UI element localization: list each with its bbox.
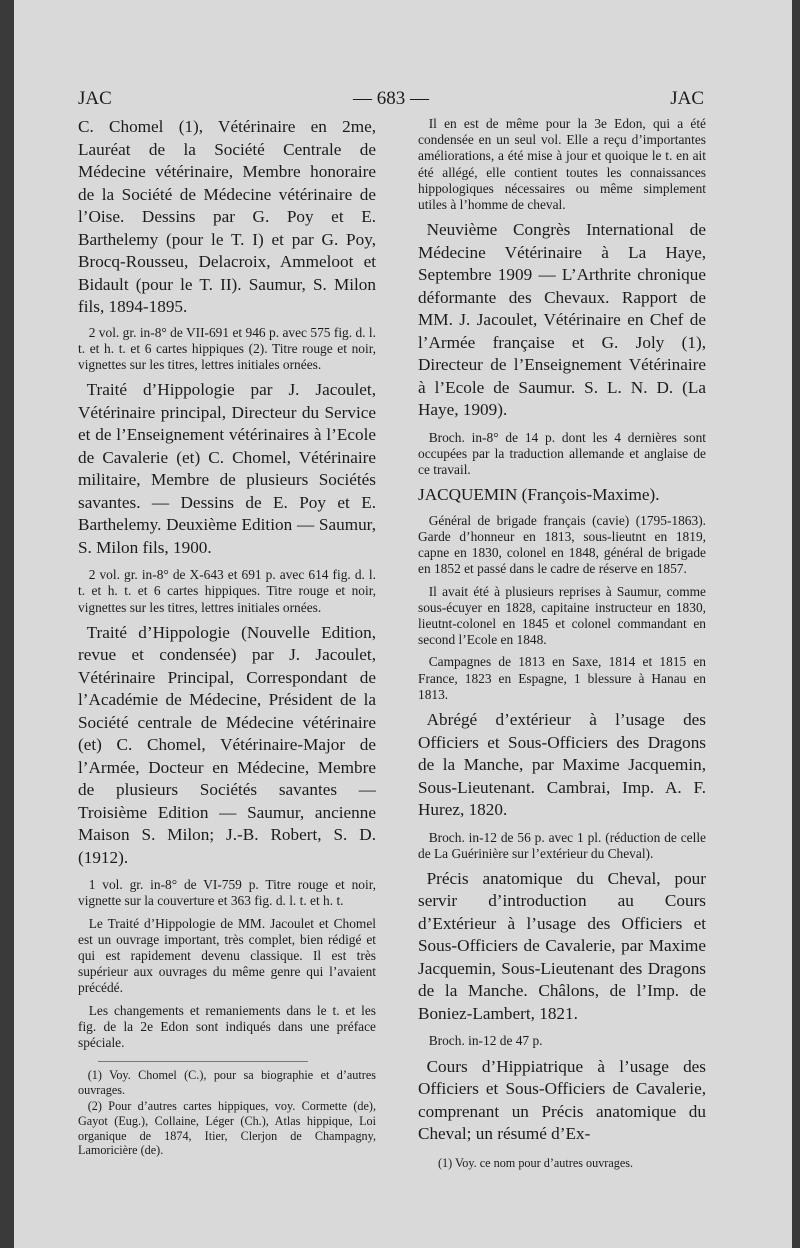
footnote-1: (1) Voy. Chomel (C.), pour sa biographie et d’autres ouvrages.	[78, 1068, 376, 1097]
opening-note: 2 vol. gr. in-8° de VII-691 et 946 p. avec 575 fig. d. l. t. et h. t. et 6 cartes hippiques (2). Titre rouge et noir, vignettes sur les titres, lettres initiales ornées.	[78, 324, 376, 372]
bio-paragraph-2: Il avait été à plusieurs reprises à Saumur, comme sous-écuyer en 1828, capitaine instructeur en 1830, lieutnt-colonel en 1845 et colonel commandant en second l’Ecole en 1848.	[418, 583, 706, 648]
top-note: Il en est de même pour la 3e Edon, qui a été condensée en un seul vol. Elle a reçu d’importantes améliorations, a été mise à jour et quoique le t. en ait été allégé, elle contient toutes les connaissances hippologiques nécessaires ou même simplement utiles à l’homme de cheval.	[418, 116, 706, 213]
left-column	[78, 116, 376, 1160]
entry-congres-note: Broch. in-8° de 14 p. dont les 4 dernières sont occupées par la traduction allemande et anglaise de ce travail.	[418, 429, 706, 478]
opening-entry: C. Chomel (1), Vétérinaire en 2me, Lauréat de la Société Centrale de Médecine vétérinaire, Membre honoraire de la Société de Médecine vétérinaire de l’Oise. Dessins par G. Poy et E. Barthelemy (pour le T. I) et par G. Poy, Brocq-Rousseu, Delacroix, Ammeloot et Bidault (pour le T. II). Saumur, S. Milon fils, 1894-1895.	[78, 117, 376, 316]
entry-congres: Neuvième Congrès International de Médecine Vétérinaire à La Haye, Septembre 1909 — L’Arthrite chronique déformante des Chevaux. Rapport de MM. J. Jacoulet, Vétérinaire en Chef de l’Armée française et G. Joly (1), Directeur de l’Enseignement Vétérinaire à l’Ecole de Saumur. S. L. N. D. (La Haye, 1909).	[418, 220, 706, 420]
entry-traite-3e-note-2: Le Traité d’Hippologie de MM. Jacoulet et Chomel est un ouvrage important, très complet, bien rédigé et qui est rapidement devenu classique. Il est très supérieur aux ouvrages du même genre qui l’avaient précédé.	[78, 915, 376, 996]
entry-precis: Précis anatomique du Cheval, pour servir d’introduction au Cours d’Extérieur à l’usage des Officiers et Sous-Officiers de Cavalerie, par Maxime Jacquemin, Sous-Lieutenant des Dragons de la Manche. Châlons, de l’Imp. de Boniez-Lambert, 1821.	[418, 868, 706, 1023]
entry-abrege: Abrégé d’extérieur à l’usage des Officiers et Sous-Officiers des Dragons de la Manche, par Maxime Jacquemin, Sous-Lieutenant. Cambrai, Imp. A. F. Hurez, 1820.	[418, 710, 706, 820]
entry-traite-2e: Traité d’Hippologie par J. Jacoulet, Vétérinaire principal, Directeur du Service et de l’Enseignement vétérinaires à l’Ecole de Cavalerie (et) C. Chomel, Vétérinaire militaire, Membre de plusieurs Sociétés savantes. — Dessins de E. Poy et E. Barthelemy. Deuxième Edition — Saumur, S. Milon fils, 1900.	[78, 380, 376, 557]
entry-precis-note: Broch. in-12 de 47 p.	[428, 1033, 543, 1049]
author-heading: JACQUEMIN (François-Maxime).	[418, 485, 660, 505]
bio-paragraph-1: Général de brigade français (cavie) (1795-1863). Garde d’honneur en 1813, sous-lieutnt en 1819, capne en 1830, colonel en 1848, général de brigade en 1852 et passé dans le cadre de réserve en 1857.	[418, 512, 706, 577]
running-header	[78, 88, 704, 114]
entry-traite-3e-note-3: Les changements et remaniements dans le t. et les fig. de la 2e Edon sont indiqués dans une préface spéciale.	[78, 1002, 376, 1051]
entry-abrege-note: Broch. in-12 de 56 p. avec 1 pl. (réduction de celle de La Guérinière sur l’extérieur du Cheval).	[418, 829, 706, 861]
entry-traite-3e: Traité d’Hippologie (Nouvelle Edition, revue et condensée) par J. Jacoulet, Vétérinaire Principal, Correspondant de l’Académie de Médecine, Président de la Société centrale de Médecine vétérinaire (et) C. Chomel, Vétérinaire-Major de l’Armée, Docteur en Médecine, Membre de plusieurs Sociétés savantes — Troisième Edition — Saumur, ancienne Maison S. Milon; J.-B. Robert, S. D. (1912).	[78, 622, 376, 867]
book-page	[14, 0, 792, 1248]
footnote-2: (2) Pour d’autres cartes hippiques, voy. Cormette (de), Gayot (Eug.), Collaine, Léger (Ch.), Atlas hippique, Loi organique de 1874, Itier, Clerjon de Champagny, Lamoricière (de).	[78, 1099, 376, 1158]
header-left: JAC	[78, 88, 112, 109]
footnote-rule	[98, 1061, 308, 1062]
entry-traite-2e-note: 2 vol. gr. in-8° de X-643 et 691 p. avec 614 fig. d. l. t. et h. t. et 6 cartes hippiques. Titre rouge et noir, vignettes sur les titres, lettres initiales ornées.	[78, 567, 376, 615]
bio-paragraph-3: Campagnes de 1813 en Saxe, 1814 et 1815 en France, 1823 en Espagne, 1 blessure à Hanau en 1813.	[418, 654, 706, 702]
page-number: — 683 —	[353, 88, 429, 109]
header-right: JAC	[670, 88, 704, 109]
entry-cours: Cours d’Hippiatrique à l’usage des Officiers et Sous-Officiers de Cavalerie, comprenant un Précis anatomique du Cheval; un résumé d’Ex-	[418, 1056, 706, 1144]
entry-traite-3e-note-1: 1 vol. gr. in-8° de VI-759 p. Titre rouge et noir, vignette sur la couverture et 363 fig. d. l. t. et h. t.	[78, 877, 376, 909]
footnote-right: (1) Voy. ce nom pour d’autres ouvrages.	[438, 1155, 634, 1170]
right-column	[418, 116, 706, 1170]
